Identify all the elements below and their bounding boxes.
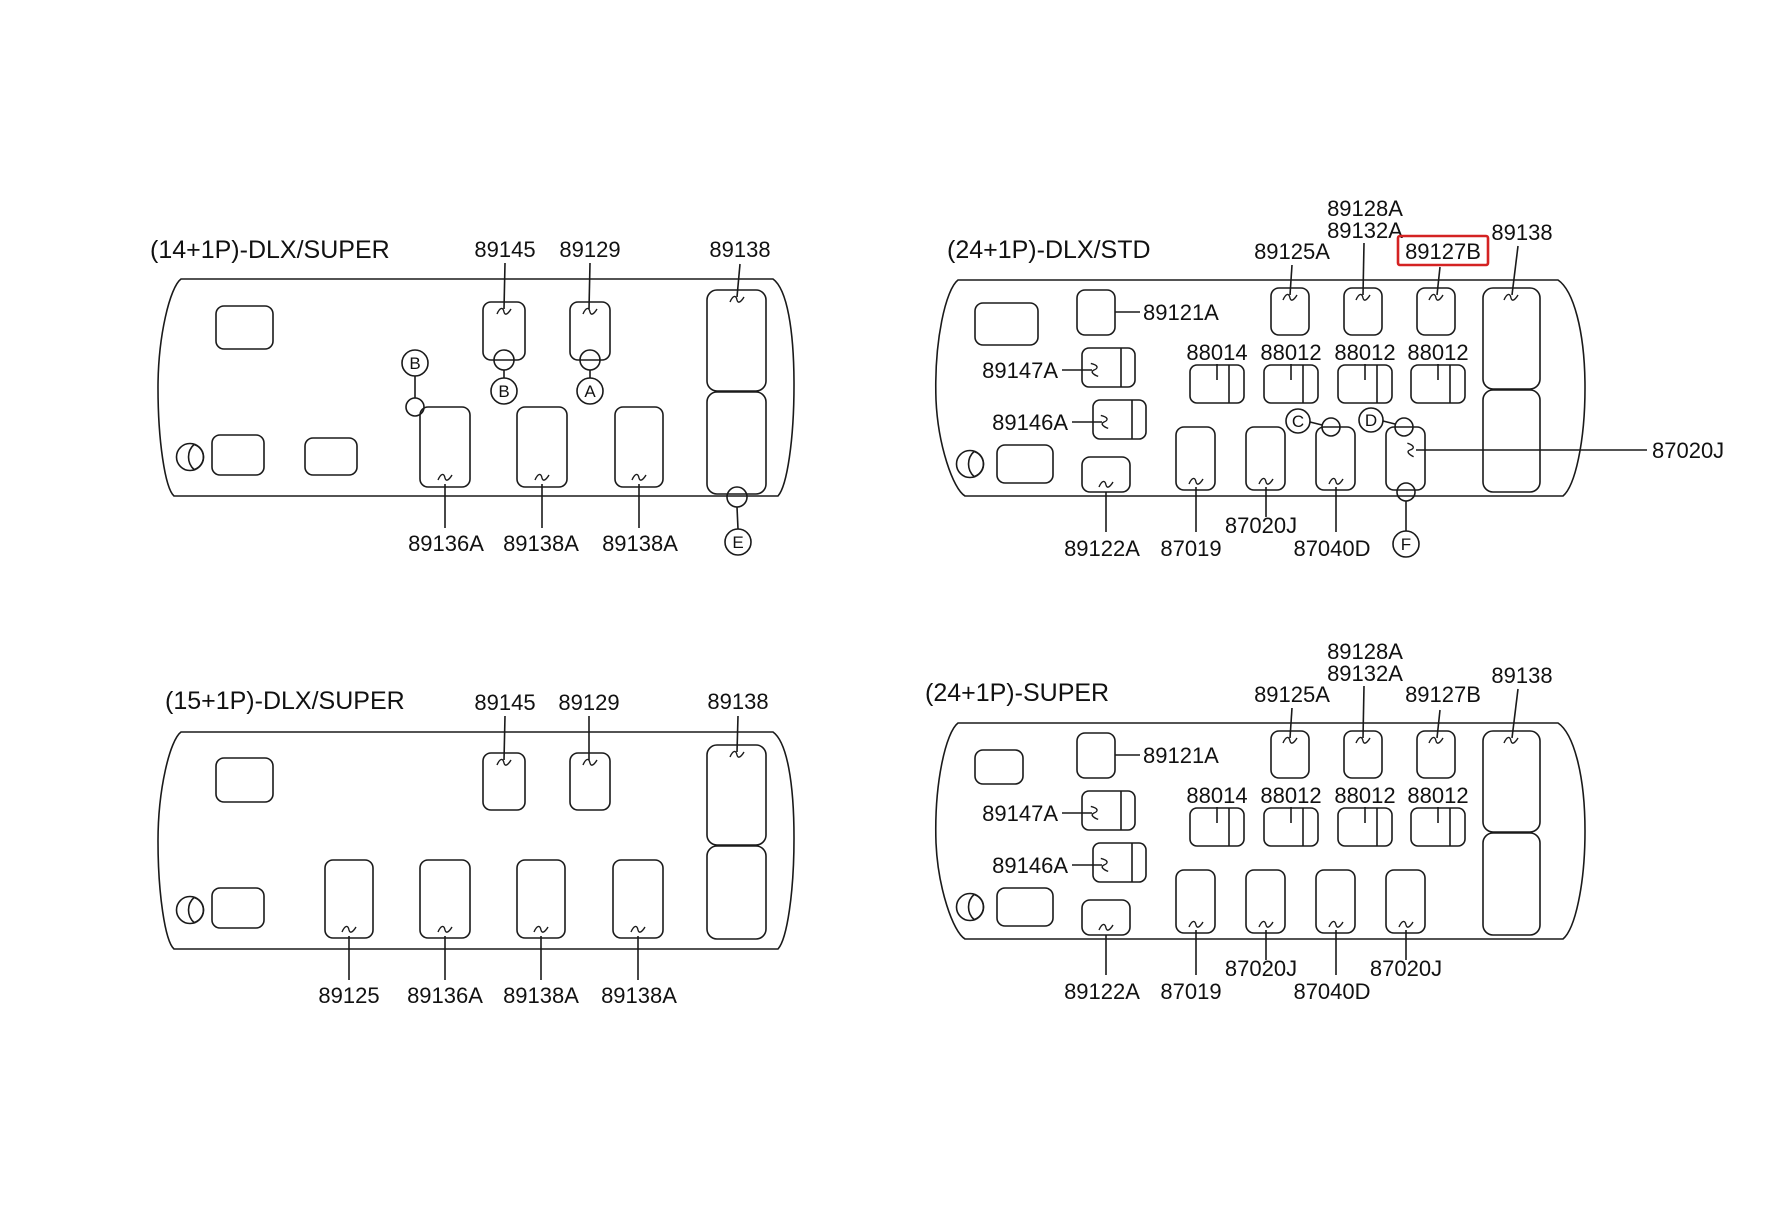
- connector-squiggle: [1504, 737, 1518, 743]
- callout-letter: B: [409, 354, 421, 373]
- front-seat-box: [305, 438, 357, 475]
- bench-seat-box-89138-lower: [1483, 833, 1540, 935]
- driver-seat-box: [997, 888, 1053, 926]
- split-seat-box-89146a: [1093, 843, 1146, 882]
- part-label-89146a[interactable]: 89146A: [992, 853, 1068, 878]
- connector-squiggle: [1356, 737, 1370, 743]
- part-label-87019[interactable]: 87019: [1160, 536, 1222, 561]
- vehicle-body-outline: [158, 732, 794, 949]
- seat-box-89136a: [420, 407, 470, 487]
- leader-line: [1310, 422, 1322, 425]
- leader-line: [737, 507, 738, 529]
- connector-squiggle: [1259, 921, 1273, 927]
- connector-squiggle: [1189, 921, 1203, 927]
- part-label-89132a[interactable]: 89132A: [1327, 661, 1403, 686]
- part-label-87019[interactable]: 87019: [1160, 979, 1222, 1004]
- connector-squiggle: [1259, 478, 1273, 484]
- vehicle-body-outline: [158, 279, 794, 496]
- diagram-24p-dlx-std: [936, 196, 1724, 561]
- connector-squiggle: [1283, 737, 1297, 743]
- part-label-89138a[interactable]: 89138A: [602, 531, 678, 556]
- part-label-88012[interactable]: 88012: [1260, 340, 1322, 365]
- diagram-title: (24+1P)-SUPER: [925, 679, 1110, 707]
- diagram-title: (14+1P)-DLX/SUPER: [150, 236, 390, 264]
- steering-wheel-icon: [957, 451, 984, 478]
- part-label-89138a[interactable]: 89138A: [601, 983, 677, 1008]
- split-seat-box-89147a: [1082, 348, 1135, 387]
- steering-wheel-icon: [957, 894, 984, 921]
- part-label-87020j[interactable]: 87020J: [1224, 956, 1298, 981]
- diagram-15p-dlx-super: [158, 687, 794, 1008]
- split-seat-box-89146a: [1093, 400, 1146, 439]
- attachment-circle: [406, 398, 424, 416]
- part-label-87040d[interactable]: 87040D: [1293, 979, 1371, 1004]
- connector-squiggle: [438, 474, 452, 480]
- connector-squiggle: [583, 759, 597, 765]
- part-label-87020j-right[interactable]: 87020J: [1652, 438, 1725, 463]
- seat-box-89121a: [1077, 733, 1115, 778]
- steering-wheel-icon: [177, 897, 204, 924]
- driver-seat-box: [212, 435, 264, 475]
- leader-line: [1437, 267, 1440, 295]
- driver-seat-box: [997, 445, 1053, 483]
- part-label-89127b[interactable]: 89127B: [1405, 682, 1481, 707]
- attachment-circle: [1397, 483, 1415, 501]
- seat-box-89138a: [613, 860, 663, 938]
- connector-squiggle: [497, 759, 511, 765]
- part-label-89132a[interactable]: 89132A: [1327, 218, 1403, 243]
- part-label-89136a[interactable]: 89136A: [407, 983, 483, 1008]
- connector-squiggle: [1429, 294, 1443, 300]
- part-label-89125[interactable]: 89125: [318, 983, 380, 1008]
- connector-squiggle: [730, 296, 744, 302]
- connector-squiggle: [1407, 443, 1414, 457]
- split-seat-box-89147a: [1082, 791, 1135, 830]
- connector-squiggle: [438, 926, 452, 932]
- connector-squiggle: [1399, 921, 1413, 927]
- leader-line: [737, 716, 738, 752]
- part-label-89147a[interactable]: 89147A: [982, 358, 1058, 383]
- bench-seat-box-89138-lower: [1483, 390, 1540, 492]
- part-label-89121a[interactable]: 89121A: [1143, 743, 1219, 768]
- diagram-title: (15+1P)-DLX/SUPER: [165, 687, 405, 715]
- part-label-88012[interactable]: 88012: [1407, 783, 1469, 808]
- cab-box: [216, 758, 273, 802]
- part-label-89145[interactable]: 89145: [474, 690, 536, 715]
- part-label-88012[interactable]: 88012: [1407, 340, 1469, 365]
- part-label-89138a[interactable]: 89138A: [503, 983, 579, 1008]
- callout-letter: F: [1400, 535, 1412, 554]
- seat-box-89127b: [1417, 731, 1455, 778]
- part-label-89147a[interactable]: 89147A: [982, 801, 1058, 826]
- part-label-88014[interactable]: 88014: [1186, 783, 1248, 808]
- seat-box-89125: [325, 860, 373, 938]
- callout-letter: C: [1291, 412, 1305, 431]
- part-label-88012[interactable]: 88012: [1260, 783, 1322, 808]
- cab-box: [975, 750, 1023, 784]
- callout-letter: D: [1364, 411, 1378, 430]
- bench-seat-box-89138-upper: [707, 745, 766, 845]
- callout-letter: A: [584, 382, 596, 401]
- connector-squiggle: [1356, 294, 1370, 300]
- seat-box-89125a: [1271, 731, 1309, 778]
- part-label-89128a[interactable]: 89128A: [1327, 196, 1403, 221]
- part-label-88012[interactable]: 88012: [1334, 783, 1396, 808]
- seat-box-89138a: [517, 860, 565, 938]
- connector-squiggle: [1429, 737, 1443, 743]
- part-label-87040d[interactable]: 87040D: [1293, 536, 1371, 561]
- bench-seat-box-89138-upper: [707, 290, 766, 391]
- connector-squiggle: [1099, 924, 1113, 930]
- connector-squiggle: [1329, 478, 1343, 484]
- part-label-89146a[interactable]: 89146A: [992, 410, 1068, 435]
- seat-box-89136a: [420, 860, 470, 938]
- bench-seat-box-89138-upper: [1483, 288, 1540, 389]
- seat-box-89138a: [615, 407, 663, 487]
- connector-squiggle: [583, 308, 597, 314]
- diagram-title: (24+1P)-DLX/STD: [947, 236, 1151, 264]
- attachment-circle: [727, 487, 747, 507]
- part-label-87020j[interactable]: 87020J: [1369, 956, 1443, 981]
- leader-line: [737, 264, 740, 297]
- part-label-89127b-highlighted[interactable]: 89127B: [1405, 239, 1481, 264]
- part-label-87020j[interactable]: 87020J: [1224, 513, 1298, 538]
- seat-box-89138a: [517, 407, 567, 487]
- part-label-88014[interactable]: 88014: [1186, 340, 1248, 365]
- connector-squiggle: [534, 926, 548, 932]
- part-label-88012[interactable]: 88012: [1334, 340, 1396, 365]
- seat-box-89121a: [1077, 290, 1115, 335]
- connector-squiggle: [342, 926, 356, 932]
- part-label-89125a[interactable]: 89125A: [1254, 682, 1330, 707]
- part-label-89128a[interactable]: 89128A: [1327, 639, 1403, 664]
- connector-squiggle: [1504, 294, 1518, 300]
- connector-squiggle: [535, 474, 549, 480]
- seat-box-89125a: [1271, 288, 1309, 335]
- bench-seat-box-89138-upper: [1483, 731, 1540, 832]
- seat-box-89128a: [1344, 731, 1382, 778]
- bench-seat-box-89138-lower: [707, 392, 766, 494]
- part-label-89138[interactable]: 89138: [1491, 220, 1553, 245]
- leader-line: [1437, 710, 1440, 738]
- bench-seat-box-89138-lower: [707, 846, 766, 939]
- leader-line: [1383, 421, 1395, 424]
- part-label-89129[interactable]: 89129: [558, 690, 620, 715]
- part-label-89129[interactable]: 89129: [559, 237, 621, 262]
- connector-squiggle: [631, 926, 645, 932]
- part-label-89138[interactable]: 89138: [1491, 663, 1553, 688]
- part-label-89138[interactable]: 89138: [707, 689, 769, 714]
- diagram-24p-super: [925, 639, 1585, 1004]
- part-label-89121a[interactable]: 89121A: [1143, 300, 1219, 325]
- part-label-89145[interactable]: 89145: [474, 237, 536, 262]
- connector-squiggle: [1189, 478, 1203, 484]
- connector-squiggle: [632, 474, 646, 480]
- cab-box: [975, 303, 1038, 345]
- connector-squiggle: [1329, 921, 1343, 927]
- connector-squiggle: [1099, 481, 1113, 487]
- seat-box-89127b: [1417, 288, 1455, 335]
- part-label-89136a[interactable]: 89136A: [408, 531, 484, 556]
- steering-wheel-icon: [177, 444, 204, 471]
- part-label-89138[interactable]: 89138: [709, 237, 771, 262]
- callout-letter: B: [498, 382, 510, 401]
- seat-box-89128a: [1344, 288, 1382, 335]
- diagram-14p-dlx-super: [150, 236, 794, 556]
- part-label-89122a[interactable]: 89122A: [1064, 536, 1140, 561]
- cab-box: [216, 306, 273, 349]
- connector-squiggle: [1283, 294, 1297, 300]
- part-label-89122a[interactable]: 89122A: [1064, 979, 1140, 1004]
- part-label-89125a[interactable]: 89125A: [1254, 239, 1330, 264]
- part-label-89138a[interactable]: 89138A: [503, 531, 579, 556]
- driver-seat-box: [212, 888, 264, 928]
- callout-letter: E: [732, 533, 744, 552]
- connector-squiggle: [730, 751, 744, 757]
- connector-squiggle: [497, 308, 511, 314]
